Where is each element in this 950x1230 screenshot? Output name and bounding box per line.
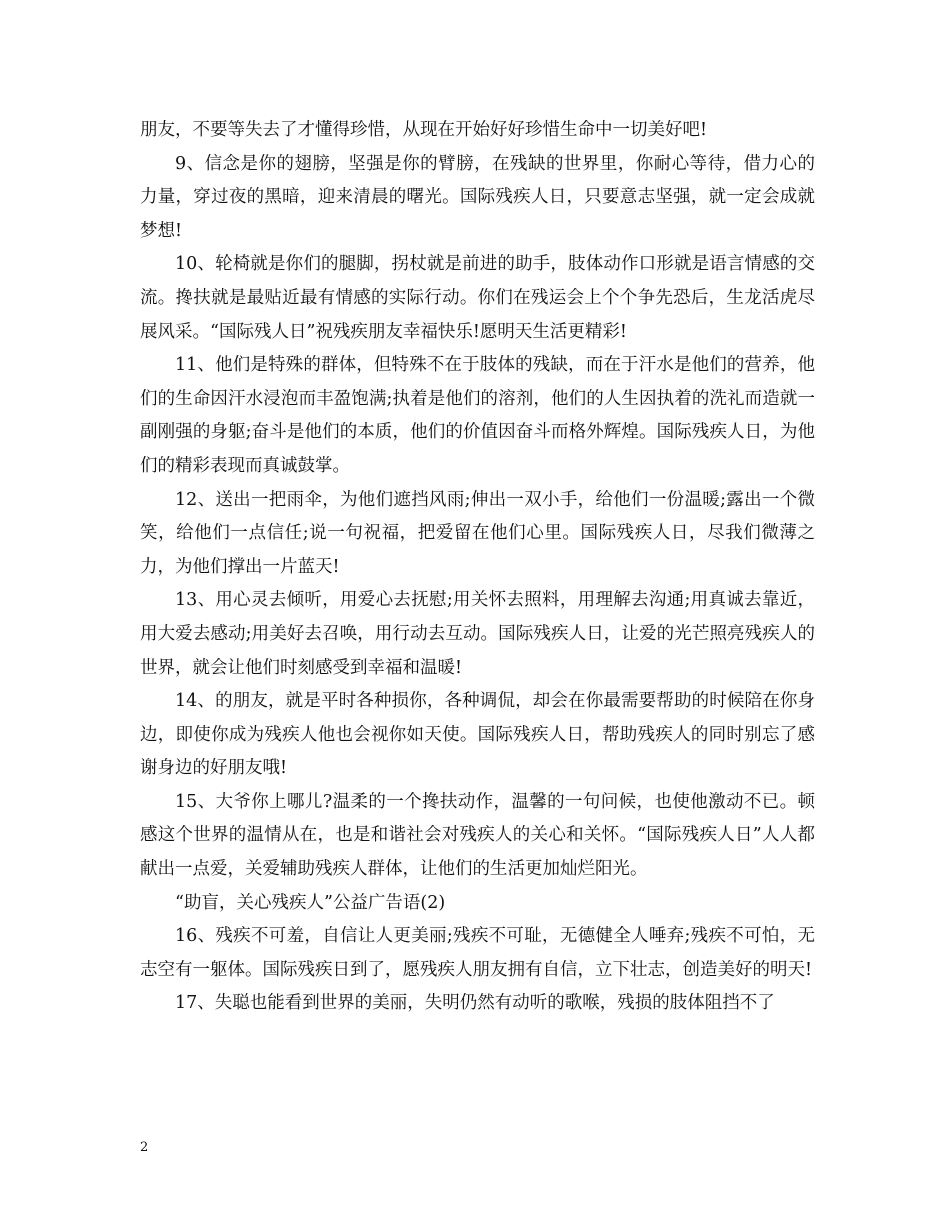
paragraph-10: 16、残疾不可羞，自信让人更美丽;残疾不可耻，无德健全人唾弃;残疾不可怕，无志空有一躯体。国际残疾日到了，愿残疾人朋友拥有自信，立下壮志，创造美好的明天! (140, 926, 815, 980)
paragraph-1: 朋友，不要等失去了才懂得珍惜，从现在开始好好珍惜生命中一切美好吧! (140, 120, 708, 140)
paragraph-2: 9、信念是你的翅膀，坚强是你的臂膀，在残缺的世界里，你耐心等待，借力心的力量，穿过夜的黑暗，迎来清晨的曙光。国际残疾人日，只要意志坚强，就一定会成就梦想! (140, 153, 815, 241)
document-body (140, 114, 815, 1021)
paragraph-11: 17、失聪也能看到世界的美丽，失明仍然有动听的歌喉，残损的肢体阻挡不了 (175, 993, 775, 1014)
paragraph-5: 12、送出一把雨伞，为他们遮挡风雨;伸出一双小手，给他们一份温暖;露出一个微笑，给他们一点信任;说一句祝福，把爱留在他们心里。国际残疾人日，尽我们微薄之力，为他们撑出一片蓝天! (140, 489, 815, 577)
paragraph-8: 15、大爷你上哪儿?温柔的一个搀扶动作，温馨的一句问候，也使他激动不已。顿感这个世界的温情从在，也是和谐社会对残疾人的关心和关怀。“国际残疾人日”人人都献出一点爱，关爱辅助残疾人群体，让他们的生活更加灿烂阳光。 (140, 791, 815, 880)
page-number: 2 (140, 1140, 149, 1155)
section-heading: “助盲，关心残疾人”公益广告语(2) (175, 892, 446, 913)
paragraph-3: 10、轮椅就是你们的腿脚，拐杖就是前进的助手，肢体动作口形就是语言情感的交流。搀扶就是最贴近最有情感的实际行动。你们在残运会上个个争先恐后，生龙活虎尽展风采。“国际残人日”祝残疾朋友幸福快乐!愿明天生活更精彩! (140, 254, 815, 342)
paragraph-6: 13、用心灵去倾听，用爱心去抚慰;用关怀去照料，用理解去沟通;用真诚去靠近，用大爱去感动;用美好去召唤，用行动去互动。国际残疾人日，让爱的光芒照亮残疾人的世界，就会让他们时刻感受到幸福和温暖! (140, 590, 815, 678)
paragraph-7: 14、的朋友，就是平时各种损你，各种调侃，却会在你最需要帮助的时候陪在你身边，即使你成为残疾人他也会视你如天使。国际残疾人日，帮助残疾人的同时别忘了感谢身边的好朋友哦! (140, 691, 815, 779)
paragraph-4: 11、他们是特殊的群体，但特殊不在于肢体的残缺，而在于汗水是他们的营养，他们的生命因汗水浸泡而丰盈饱满;执着是他们的溶剂，他们的人生因执着的洗礼而造就一副刚强的身躯;奋斗是他们的本质，他们的价值因奋斗而格外辉煌。国际残疾人日，为他们的精彩表现而真诚鼓掌。 (140, 355, 815, 476)
